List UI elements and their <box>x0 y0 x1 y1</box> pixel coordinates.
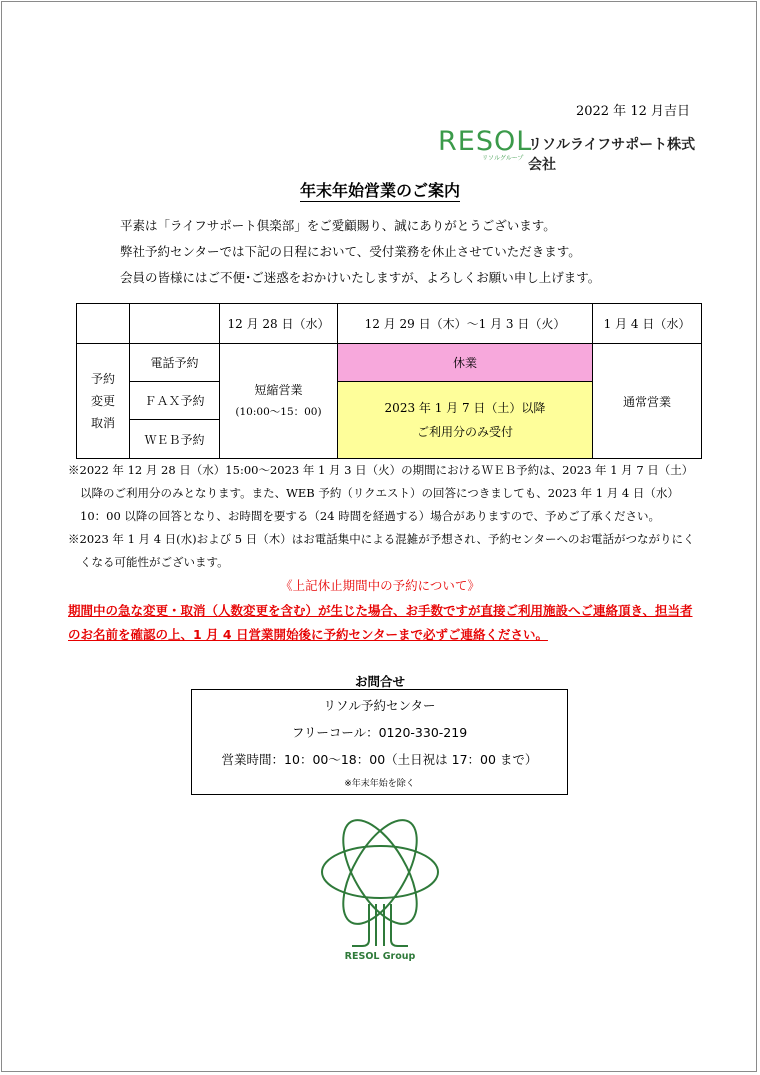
header-dec29-jan3: 12 月 29 日（木）～1 月 3 日（火） <box>338 304 593 344</box>
header-dec28: 12 月 28 日（水） <box>220 304 338 344</box>
contact-phone: フリーコール：0120-330-219 <box>291 725 468 740</box>
notice-body: 期間中の急な変更・取消（人数変更を含む）が生じた場合、お手数ですが直接ご利用施設へご連絡頂き、担当者のお名前を確認の上、1 月 4 日営業開始後に予約センターまで必ずご連絡ください。 <box>68 603 693 642</box>
schedule-table <box>76 303 702 459</box>
company-name: リソルライフサポート株式会社 <box>528 137 696 173</box>
notice-heading: 《上記休止期間中の予約について》 <box>280 578 480 593</box>
table-corner <box>77 304 130 344</box>
resol-logo-subtext: リソルグループ <box>482 155 524 162</box>
intro-text <box>120 213 600 291</box>
contact-center: リソル予約センター <box>323 698 436 713</box>
contact-note: ※年末年始を除く <box>344 779 415 789</box>
table-corner-2 <box>130 304 220 344</box>
channel-fax: ＦＡＸ予約 <box>130 382 220 420</box>
header-jan4: 1 月 4 日（水） <box>593 304 702 344</box>
intro-line: 平素は「ライフサポート倶楽部」をご愛顧賜り、誠にありがとうございます。 <box>120 218 556 233</box>
group-label: RESOL Group <box>344 951 416 962</box>
page-title: 年末年始営業のご案内 <box>299 181 460 200</box>
resol-logo-text: RESOL <box>438 126 533 157</box>
company-logo <box>438 126 698 173</box>
contact-box <box>191 689 568 795</box>
channel-phone: 電話予約 <box>130 344 220 382</box>
contact-label: お問合せ <box>354 674 405 689</box>
resol-group-emblem <box>300 812 460 972</box>
normal-hours-cell: 通常営業 <box>593 344 702 459</box>
intro-line: 弊社予約センターでは下記の日程において、受付業務を休止させていただきます。 <box>120 244 581 259</box>
note-item: ※2023 年 1 月 4 日(水)および 5 日（木）はお電話集中による混雑が予想され、予約センターへのお電話がつながりにくくなる可能性がございます。 <box>68 532 695 569</box>
shortened-hours-cell: 短縮営業 (10:00～15：00) <box>220 344 338 459</box>
notes <box>68 459 700 574</box>
contact-hours: 営業時間：10：00～18：00（土日祝は 17：00 まで） <box>221 752 538 767</box>
closed-cell: 休業 <box>338 344 593 382</box>
web-only-cell: 2023 年 1 月 7 日（土）以降 ご利用分のみ受付 <box>338 382 593 459</box>
intro-line: 会員の皆様にはご不便･ご迷惑をおかけいたしますが、よろしくお願い申し上げます。 <box>120 270 601 285</box>
issue-date: 2022 年 12 月吉日 <box>575 104 690 119</box>
channel-web: ＷＥＢ予約 <box>130 420 220 459</box>
note-item: ※2022 年 12 月 28 日（水）15:00～2023 年 1 月 3 日（火）の期間におけるＷＥＢ予約は、2023 年 1 月 7 日（土）以降のご利用分のみとなります。また、WEB 予約（リクエスト）の回答につきましても、2023 年 1 月 4 日（水）10：00 以降の回答となり、お時間を要する（24 時間を経過する）場合がありますので、予めご了承ください。 <box>68 463 694 523</box>
row-group-label: 予約 変更 取消 <box>77 344 130 459</box>
